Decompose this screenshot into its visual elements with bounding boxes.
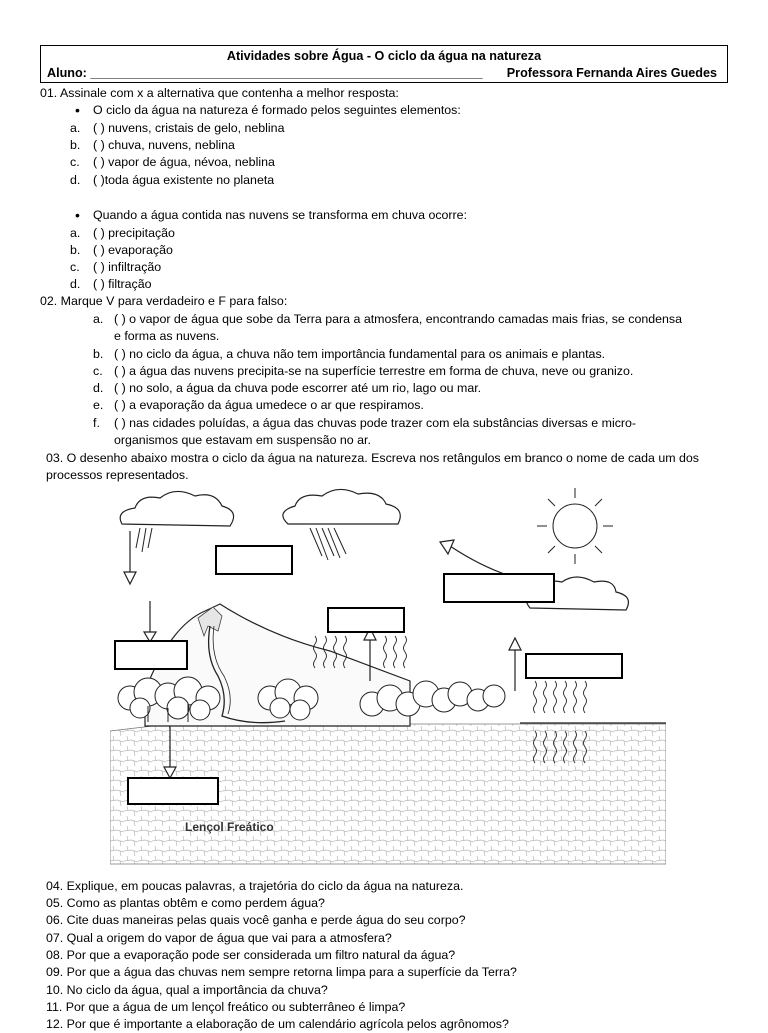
q01-bullet-1: • O ciclo da água na natureza é formado pelos seguintes elementos: xyxy=(93,102,461,119)
q02-item-e-letter: e. xyxy=(93,398,104,412)
q01-option-1c[interactable]: ( ) vapor de água, névoa, neblina xyxy=(93,155,275,169)
q02-item-f-letter: f. xyxy=(93,416,100,430)
worksheet-title: Atividades sobre Água - O ciclo da água na natureza xyxy=(226,49,542,63)
cloud-middle xyxy=(283,489,400,524)
question-04: 04. Explique, em poucas palavras, a trajetória do ciclo da água na natureza. xyxy=(46,879,464,893)
water-cycle-diagram xyxy=(110,486,666,866)
q01-option-2d-letter: d. xyxy=(70,277,81,291)
answer-box-5[interactable] xyxy=(526,654,622,678)
q02-item-c-letter: c. xyxy=(93,364,103,378)
q03-text-line1: 03. O desenho abaixo mostra o ciclo da água na natureza. Escreva nos retângulos em branco o nome de cada um dos xyxy=(46,451,699,465)
q01-option-2b-letter: b. xyxy=(70,243,81,257)
q02-item-a-letter: a. xyxy=(93,312,104,326)
q02-item-c[interactable]: ( ) a água das nuvens precipita-se na superfície terrestre em forma de chuva, neve ou granizo. xyxy=(114,364,634,378)
q01-bullet-2: • Quando a água contida nas nuvens se transforma em chuva ocorre: xyxy=(93,207,467,224)
student-name-field[interactable]: Aluno: ________________________________________________________ xyxy=(47,66,483,80)
question-07: 07. Qual a origem do vapor de água que vai para a atmosfera? xyxy=(46,931,392,945)
question-05: 05. Como as plantas obtêm e como perdem água? xyxy=(46,896,325,910)
q02-item-b[interactable]: ( ) no ciclo da água, a chuva não tem importância fundamental para os animais e plantas. xyxy=(114,347,606,361)
cloud-left xyxy=(120,491,233,526)
q02-heading: 02. Marque V para verdadeiro e F para falso: xyxy=(40,294,288,308)
worksheet-header xyxy=(40,45,728,83)
q01-option-1b-letter: b. xyxy=(70,138,81,152)
q01-option-2a[interactable]: ( ) precipitação xyxy=(93,226,175,240)
q02-item-d-letter: d. xyxy=(93,381,104,395)
q02-item-d[interactable]: ( ) no solo, a água da chuva pode escorrer até um rio, lago ou mar. xyxy=(114,381,482,395)
teacher-name: Professora Fernanda Aires Guedes xyxy=(506,66,717,80)
q01-option-1d-letter: d. xyxy=(70,173,81,187)
q01-option-2d[interactable]: ( ) filtração xyxy=(93,277,152,291)
q02-item-e[interactable]: ( ) a evaporação da água umedece o ar que respiramos. xyxy=(114,398,424,412)
question-08: 08. Por que a evaporação pode ser considerada um filtro natural da água? xyxy=(46,948,456,962)
q02-item-a[interactable]: ( ) o vapor de água que sobe da Terra para a atmosfera, encontrando camadas mais frias, se condensa xyxy=(114,312,683,326)
q01-option-1b[interactable]: ( ) chuva, nuvens, neblina xyxy=(93,138,235,152)
answer-box-2[interactable] xyxy=(444,574,554,602)
answer-box-3[interactable] xyxy=(328,608,404,632)
q02-item-b-letter: b. xyxy=(93,347,104,361)
groundwater-label: Lençol Freático xyxy=(185,820,274,834)
q01-option-1a[interactable]: ( ) nuvens, cristais de gelo, neblina xyxy=(93,121,285,135)
q02-item-a-cont: e forma as nuvens. xyxy=(114,329,220,343)
rain-middle xyxy=(310,528,346,560)
q01-option-1c-letter: c. xyxy=(70,155,80,169)
question-11: 11. Por que a água de um lençol freático ou subterrâneo é limpa? xyxy=(46,1000,406,1014)
q01-option-2b[interactable]: ( ) evaporação xyxy=(93,243,173,257)
sun xyxy=(537,488,613,564)
q02-item-f[interactable]: ( ) nas cidades poluídas, a água das chuvas pode trazer com ela substâncias diversas e micro- xyxy=(114,416,637,430)
q01-option-2c[interactable]: ( ) infiltração xyxy=(93,260,162,274)
q01-option-1d[interactable]: ( )toda água existente no planeta xyxy=(93,173,275,187)
q01-option-1a-letter: a. xyxy=(70,121,81,135)
answer-box-1[interactable] xyxy=(216,546,292,574)
q01-heading: 01. Assinale com x a alternativa que contenha a melhor resposta: xyxy=(40,86,399,100)
question-10: 10. No ciclo da água, qual a importância da chuva? xyxy=(46,983,328,997)
answer-box-4[interactable] xyxy=(115,641,187,669)
answer-box-6[interactable] xyxy=(128,778,218,804)
question-06: 06. Cite duas maneiras pelas quais você ganha e perde água do seu corpo? xyxy=(46,913,466,927)
rain-left xyxy=(136,528,152,552)
question-12: 12. Por que é importante a elaboração de um calendário agrícola pelos agrônomos? xyxy=(46,1017,509,1031)
question-09: 09. Por que a água das chuvas nem sempre retorna limpa para a superfície da Terra? xyxy=(46,965,517,979)
q01-option-2c-letter: c. xyxy=(70,260,80,274)
q03-text-line2: processos representados. xyxy=(46,468,189,482)
q01-option-2a-letter: a. xyxy=(70,226,81,240)
q02-item-f-cont: organismos que estavam em suspensão no ar. xyxy=(114,433,371,447)
